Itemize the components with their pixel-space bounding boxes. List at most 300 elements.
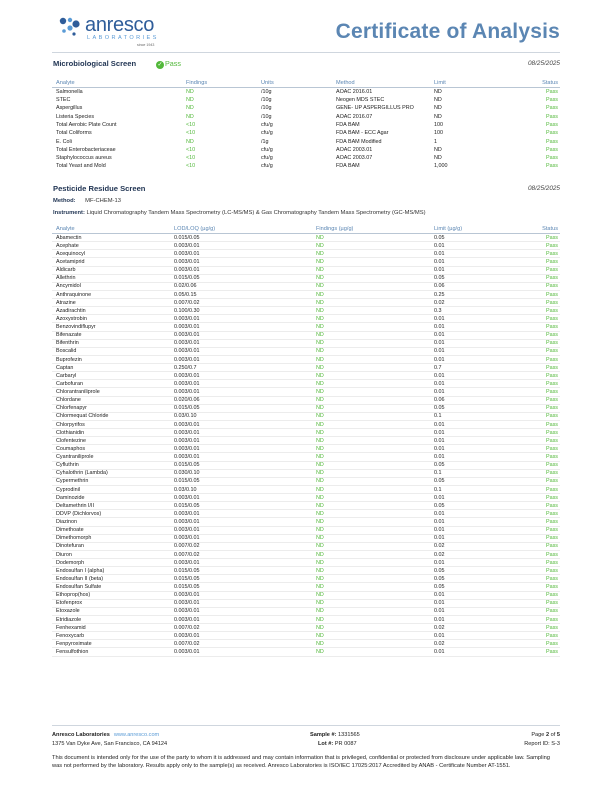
- table-cell: 100: [434, 121, 443, 128]
- lot-value: PR 0087: [334, 740, 357, 747]
- table-cell: 0.01: [430, 632, 530, 640]
- table-row: [52, 412, 560, 420]
- table-cell: ND: [312, 396, 430, 404]
- table-cell: 0.05: [430, 234, 530, 242]
- method-label: Method:: [53, 198, 76, 204]
- table-cell: 0.01: [430, 518, 530, 526]
- table-cell: ND: [186, 105, 194, 112]
- column-header: LOD/LOQ (µg/g): [170, 225, 312, 234]
- column-header: Findings (µg/g): [312, 225, 430, 234]
- status-cell: Pass: [530, 575, 560, 583]
- table-cell: 0.05: [430, 461, 530, 469]
- analyte-name: DDVP (Dichlorvos): [52, 510, 170, 518]
- table-cell: 0.003/0.01: [170, 599, 312, 607]
- analyte-name: Azadirachtin: [52, 307, 170, 315]
- table-cell: ND: [312, 550, 430, 558]
- table-cell: ND: [312, 526, 430, 534]
- table-cell: 0.003/0.01: [170, 372, 312, 380]
- table-cell: /10g: [261, 113, 272, 120]
- table-cell: ND: [434, 97, 442, 104]
- analyte-name: Ethoprop(hos): [52, 591, 170, 599]
- table-cell: 0.003/0.01: [170, 526, 312, 534]
- table-cell: ND: [312, 299, 430, 307]
- method-value: MF-CHEM-13: [85, 198, 121, 204]
- analyte-name: Fenpyroximate: [52, 640, 170, 648]
- table-cell: 0.01: [430, 591, 530, 599]
- table-cell: 0.01: [430, 315, 530, 323]
- table-cell: 0.003/0.01: [170, 607, 312, 615]
- status-cell: Pass: [530, 485, 560, 493]
- analyte-name: Ancymidol: [52, 282, 170, 290]
- status-cell: Pass: [530, 542, 560, 550]
- table-cell: AOAC 2003.01: [336, 146, 373, 153]
- table-cell: 0.05: [430, 502, 530, 510]
- footer-sample-block: [310, 731, 360, 748]
- micro-table: [52, 79, 560, 171]
- status-cell: Pass: [530, 502, 560, 510]
- table-cell: cfu/g: [261, 155, 273, 162]
- table-cell: ND: [186, 138, 194, 145]
- table-cell: 0.05: [430, 274, 530, 282]
- status-cell: Pass: [530, 234, 560, 242]
- status-cell: Pass: [530, 323, 560, 331]
- table-cell: 0.003/0.01: [170, 437, 312, 445]
- analyte-name: Acequinocyl: [52, 250, 170, 258]
- table-cell: ND: [312, 364, 430, 372]
- table-cell: ND: [312, 445, 430, 453]
- table-cell: ND: [312, 282, 430, 290]
- table-row: [52, 640, 560, 648]
- analyte-name: Carbofuran: [52, 380, 170, 388]
- table-cell: 0.01: [430, 250, 530, 258]
- status-cell: Pass: [530, 412, 560, 420]
- table-cell: 0.003/0.01: [170, 266, 312, 274]
- status-cell: Pass: [530, 494, 560, 502]
- status-cell: Pass: [530, 396, 560, 404]
- table-cell: 0.003/0.01: [170, 420, 312, 428]
- table-cell: 0.003/0.01: [170, 258, 312, 266]
- table-cell: 0.015/0.05: [170, 477, 312, 485]
- table-cell: 0.015/0.05: [170, 575, 312, 583]
- table-cell: 0.02/0.06: [170, 282, 312, 290]
- table-row: [52, 121, 560, 129]
- table-cell: /10g: [261, 97, 272, 104]
- table-cell: 0.01: [430, 388, 530, 396]
- column-header: Limit (µg/g): [430, 225, 530, 234]
- status-cell: Pass: [530, 420, 560, 428]
- table-cell: 0.250/0.7: [170, 364, 312, 372]
- table-row: [52, 526, 560, 534]
- table-cell: 0.02: [430, 542, 530, 550]
- table-cell: ND: [312, 453, 430, 461]
- status-cell: Pass: [530, 607, 560, 615]
- table-cell: 0.007/0.02: [170, 624, 312, 632]
- table-cell: ND: [312, 258, 430, 266]
- table-cell: 0.01: [430, 331, 530, 339]
- analyte-name: Total Coliforms: [56, 130, 92, 137]
- table-cell: ND: [312, 274, 430, 282]
- table-cell: 0.02: [430, 624, 530, 632]
- table-cell: ND: [434, 155, 442, 162]
- table-cell: 0.25: [430, 290, 530, 298]
- analyte-name: Dimethomorph: [52, 534, 170, 542]
- table-cell: 0.003/0.01: [170, 388, 312, 396]
- status-cell: Pass: [530, 599, 560, 607]
- table-row: [52, 396, 560, 404]
- table-cell: ND: [312, 315, 430, 323]
- table-cell: <10: [186, 130, 196, 137]
- analyte-name: Anthraquinone: [52, 290, 170, 298]
- table-cell: ND: [312, 355, 430, 363]
- table-row: [52, 234, 560, 242]
- analyte-name: Atrazine: [52, 299, 170, 307]
- table-row: [52, 599, 560, 607]
- table-row: [52, 347, 560, 355]
- status-cell: Pass: [530, 567, 560, 575]
- pesticide-table-header: [52, 225, 560, 234]
- status-cell: Pass: [530, 242, 560, 250]
- table-cell: 0.003/0.01: [170, 315, 312, 323]
- status-cell: Pass: [530, 315, 560, 323]
- table-cell: 0.02: [430, 640, 530, 648]
- analyte-name: Abamectin: [52, 234, 170, 242]
- footer-website-link[interactable]: www.anresco.com: [113, 732, 160, 738]
- table-cell: ND: [312, 518, 430, 526]
- table-cell: FDA BAM: [336, 163, 360, 170]
- table-cell: FDA BAM Modified: [336, 138, 382, 145]
- table-cell: 0.01: [430, 380, 530, 388]
- table-cell: 0.003/0.01: [170, 242, 312, 250]
- table-cell: 0.015/0.05: [170, 404, 312, 412]
- analyte-name: Cyfluthrin: [52, 461, 170, 469]
- status-cell: Pass: [530, 274, 560, 282]
- analyte-name: Azoxystrobin: [52, 315, 170, 323]
- status-cell: Pass: [530, 380, 560, 388]
- table-cell: 0.003/0.01: [170, 494, 312, 502]
- table-cell: 0.030/0.10: [170, 469, 312, 477]
- table-row: [52, 429, 560, 437]
- status-cell: Pass: [546, 155, 558, 162]
- analyte-name: Chlordane: [52, 396, 170, 404]
- pesticide-table: [52, 225, 560, 657]
- analyte-name: Acetamiprid: [52, 258, 170, 266]
- table-cell: cfu/g: [261, 130, 273, 137]
- table-row: [52, 502, 560, 510]
- table-cell: ND: [312, 461, 430, 469]
- analyte-name: Boscalid: [52, 347, 170, 355]
- column-header: Status: [530, 225, 560, 234]
- pesticide-section-title: Pesticide Residue Screen: [53, 184, 146, 193]
- table-cell: ND: [312, 412, 430, 420]
- table-cell: ND: [312, 437, 430, 445]
- table-cell: ND: [312, 607, 430, 615]
- table-row: [52, 315, 560, 323]
- pesticide-section-date: 08/25/2025: [528, 185, 560, 192]
- status-cell: Pass: [546, 97, 558, 104]
- table-row: [52, 372, 560, 380]
- table-cell: ND: [186, 88, 194, 95]
- analyte-name: Deltamethrin I/II: [52, 502, 170, 510]
- table-cell: Neogen MDS STEC: [336, 97, 385, 104]
- table-row: [52, 388, 560, 396]
- table-cell: 0.05: [430, 567, 530, 575]
- table-cell: ND: [312, 591, 430, 599]
- table-cell: ND: [312, 599, 430, 607]
- analyte-name: Buprofezin: [52, 355, 170, 363]
- anresco-logo: [57, 12, 187, 48]
- analyte-name: Aspergillus: [56, 105, 83, 112]
- status-cell: Pass: [530, 591, 560, 599]
- table-cell: 0.01: [430, 420, 530, 428]
- table-cell: cfu/g: [261, 163, 273, 170]
- table-cell: 0.05: [430, 404, 530, 412]
- micro-status-badge: [156, 59, 181, 69]
- footer-address: 1375 Van Dyke Ave, San Francisco, CA 94124: [52, 740, 168, 747]
- table-row: [52, 274, 560, 282]
- table-cell: 1,000: [434, 163, 448, 170]
- status-cell: Pass: [530, 266, 560, 274]
- table-cell: 0.01: [430, 607, 530, 615]
- table-cell: ND: [312, 331, 430, 339]
- status-cell: Pass: [530, 534, 560, 542]
- status-cell: Pass: [530, 355, 560, 363]
- logo-name: anresco: [85, 14, 155, 36]
- table-row: [52, 339, 560, 347]
- analyte-name: STEC: [56, 97, 71, 104]
- table-cell: ND: [312, 567, 430, 575]
- table-row: [52, 282, 560, 290]
- table-row: [52, 242, 560, 250]
- table-cell: 0.01: [430, 347, 530, 355]
- analyte-name: Aldicarb: [52, 266, 170, 274]
- table-row: [52, 129, 560, 137]
- table-cell: <10: [186, 155, 196, 162]
- table-cell: 0.003/0.01: [170, 591, 312, 599]
- table-cell: ND: [186, 113, 194, 120]
- analyte-name: Coumaphos: [52, 445, 170, 453]
- analyte-name: Benzovindiflupyr: [52, 323, 170, 331]
- table-row: [52, 380, 560, 388]
- status-cell: Pass: [530, 299, 560, 307]
- table-cell: /10g: [261, 105, 272, 112]
- analyte-name: Cyhalothrin (Lambda): [52, 469, 170, 477]
- table-cell: 0.003/0.01: [170, 510, 312, 518]
- table-cell: 0.01: [430, 258, 530, 266]
- table-cell: <10: [186, 146, 196, 153]
- table-cell: 0.03/0.10: [170, 485, 312, 493]
- analyte-name: Fenoxycarb: [52, 632, 170, 640]
- status-cell: Pass: [530, 437, 560, 445]
- column-header: Analyte: [52, 79, 182, 88]
- table-cell: ND: [434, 113, 442, 120]
- analyte-name: Bifenazate: [52, 331, 170, 339]
- status-cell: Pass: [530, 250, 560, 258]
- pesticide-method: [53, 198, 121, 204]
- table-cell: 0.015/0.05: [170, 234, 312, 242]
- table-cell: 0.003/0.01: [170, 380, 312, 388]
- analyte-name: Salmonella: [56, 88, 83, 95]
- table-row: [52, 567, 560, 575]
- table-cell: ND: [312, 583, 430, 591]
- analyte-name: Chlorfenapyr: [52, 404, 170, 412]
- pesticide-section-header: [52, 184, 560, 196]
- table-row: [52, 404, 560, 412]
- table-cell: 0.05/0.15: [170, 290, 312, 298]
- table-row: [52, 258, 560, 266]
- pesticide-instrument: [53, 210, 426, 216]
- table-cell: <10: [186, 163, 196, 170]
- table-cell: 0.003/0.01: [170, 615, 312, 623]
- table-cell: 0.003/0.01: [170, 323, 312, 331]
- table-row: [52, 266, 560, 274]
- table-cell: 0.003/0.01: [170, 347, 312, 355]
- table-cell: ND: [312, 339, 430, 347]
- analyte-name: Clofentezine: [52, 437, 170, 445]
- micro-status-text: Pass: [165, 59, 181, 68]
- status-cell: Pass: [530, 632, 560, 640]
- table-cell: 0.003/0.01: [170, 445, 312, 453]
- table-row: [52, 583, 560, 591]
- analyte-name: Etoxazole: [52, 607, 170, 615]
- table-cell: 0.01: [430, 355, 530, 363]
- table-cell: 0.02: [430, 550, 530, 558]
- micro-section-date: 08/25/2025: [528, 60, 560, 67]
- table-cell: ND: [312, 250, 430, 258]
- status-cell: Pass: [530, 347, 560, 355]
- table-cell: ND: [312, 307, 430, 315]
- table-cell: 0.01: [430, 534, 530, 542]
- table-cell: 0.1: [430, 485, 530, 493]
- table-cell: ND: [312, 234, 430, 242]
- table-cell: ND: [312, 290, 430, 298]
- status-cell: Pass: [530, 510, 560, 518]
- status-cell: Pass: [530, 445, 560, 453]
- page-current: 2: [545, 732, 550, 738]
- table-cell: 0.02: [430, 299, 530, 307]
- table-cell: 0.007/0.02: [170, 542, 312, 550]
- table-row: [52, 632, 560, 640]
- lot-label: Lot #:: [318, 740, 334, 747]
- pesticide-table-body: [52, 234, 560, 657]
- footer-page-block: [524, 731, 560, 748]
- table-cell: 0.003/0.01: [170, 559, 312, 567]
- table-cell: ND: [312, 542, 430, 550]
- table-cell: 0.03/0.10: [170, 412, 312, 420]
- analyte-name: Etridiazole: [52, 615, 170, 623]
- table-cell: 0.015/0.05: [170, 502, 312, 510]
- table-cell: 0.007/0.02: [170, 299, 312, 307]
- analyte-name: Fensulfothion: [52, 648, 170, 656]
- table-cell: ND: [312, 323, 430, 331]
- table-cell: ND: [312, 242, 430, 250]
- table-cell: 0.05: [430, 575, 530, 583]
- table-row: [52, 88, 560, 96]
- table-row: [52, 575, 560, 583]
- status-cell: Pass: [546, 88, 558, 95]
- table-cell: ND: [312, 624, 430, 632]
- table-row: [52, 477, 560, 485]
- status-cell: Pass: [546, 163, 558, 170]
- analyte-name: Chlorpyrifos: [52, 420, 170, 428]
- status-cell: Pass: [530, 461, 560, 469]
- analyte-name: Total Aerobic Plate Count: [56, 121, 117, 128]
- table-row: [52, 591, 560, 599]
- status-cell: Pass: [530, 526, 560, 534]
- analyte-name: Carbaryl: [52, 372, 170, 380]
- table-row: [52, 453, 560, 461]
- table-row: [52, 355, 560, 363]
- table-row: [52, 250, 560, 258]
- analyte-name: Dinotefuran: [52, 542, 170, 550]
- analyte-name: Fenhexamid: [52, 624, 170, 632]
- table-cell: ND: [312, 477, 430, 485]
- table-row: [52, 112, 560, 120]
- document-title: Certificate of Analysis: [335, 20, 560, 43]
- analyte-name: Dimethoate: [52, 526, 170, 534]
- table-row: [52, 290, 560, 298]
- table-row: [52, 307, 560, 315]
- table-row: [52, 615, 560, 623]
- table-cell: ND: [312, 420, 430, 428]
- status-cell: Pass: [530, 453, 560, 461]
- table-row: [52, 559, 560, 567]
- table-cell: <10: [186, 121, 196, 128]
- table-cell: 0.05: [430, 477, 530, 485]
- table-cell: 0.1: [430, 469, 530, 477]
- table-cell: ND: [312, 494, 430, 502]
- table-cell: /10g: [261, 88, 272, 95]
- table-row: [52, 146, 560, 154]
- table-cell: ND: [434, 88, 442, 95]
- table-cell: GENE- UP ASPERGILLUS PRO: [336, 105, 414, 112]
- table-cell: ND: [312, 502, 430, 510]
- table-cell: 0.7: [430, 364, 530, 372]
- table-cell: ND: [434, 105, 442, 112]
- table-cell: ND: [312, 485, 430, 493]
- status-cell: Pass: [530, 307, 560, 315]
- table-cell: 0.015/0.05: [170, 567, 312, 575]
- footer-divider: [52, 725, 560, 726]
- table-cell: ND: [312, 510, 430, 518]
- table-cell: AOAC 2016.01: [336, 88, 373, 95]
- analyte-name: Chlormequat Chloride: [52, 412, 170, 420]
- analyte-name: Listeria Species: [56, 113, 95, 120]
- table-cell: 1: [434, 138, 437, 145]
- column-header: Findings: [182, 79, 257, 88]
- table-cell: 0.003/0.01: [170, 339, 312, 347]
- table-cell: 0.05: [430, 583, 530, 591]
- table-cell: 0.06: [430, 282, 530, 290]
- table-row: [52, 534, 560, 542]
- table-cell: 0.003/0.01: [170, 453, 312, 461]
- table-cell: AOAC 2016.07: [336, 113, 373, 120]
- table-cell: 0.01: [430, 266, 530, 274]
- header-divider: [52, 52, 560, 53]
- table-cell: ND: [312, 388, 430, 396]
- table-row: [52, 510, 560, 518]
- table-row: [52, 542, 560, 550]
- table-cell: 0.003/0.01: [170, 518, 312, 526]
- table-cell: ND: [312, 347, 430, 355]
- status-cell: Pass: [530, 364, 560, 372]
- table-cell: 100: [434, 130, 443, 137]
- table-cell: 0.003/0.01: [170, 648, 312, 656]
- table-cell: 0.01: [430, 615, 530, 623]
- status-cell: Pass: [530, 290, 560, 298]
- table-cell: ND: [434, 146, 442, 153]
- table-cell: ND: [186, 97, 194, 104]
- status-cell: Pass: [546, 130, 558, 137]
